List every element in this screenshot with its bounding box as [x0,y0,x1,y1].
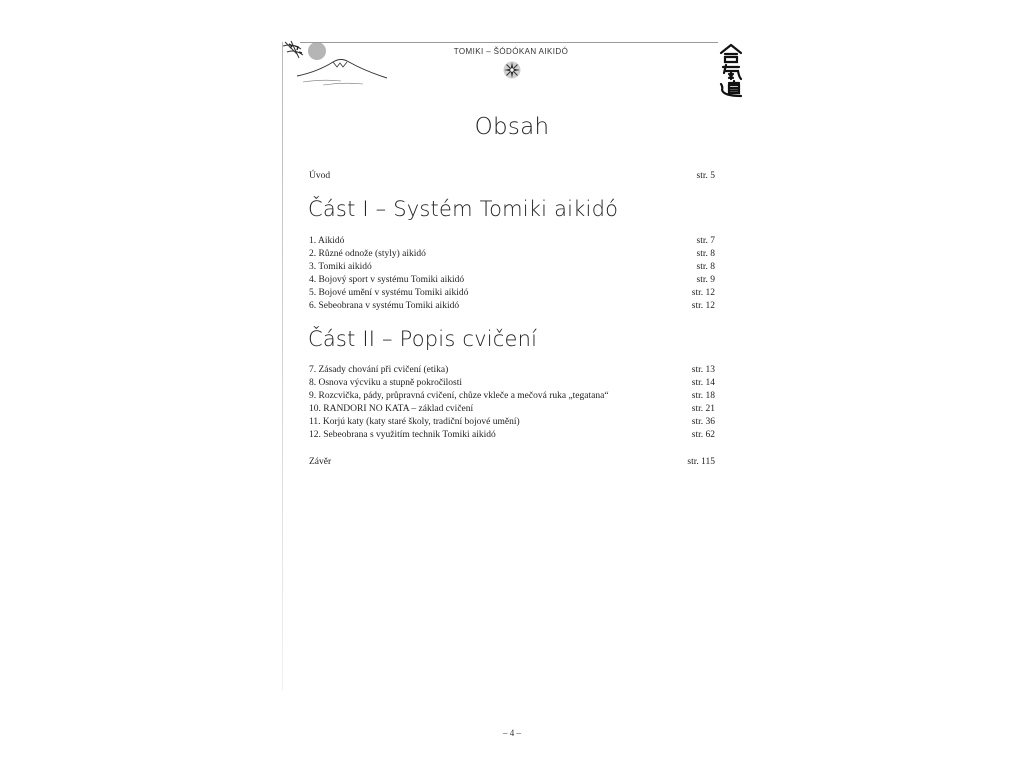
header-rule [300,42,718,43]
toc-entry-page: str. 7 [696,236,715,246]
toc-entry[interactable] [309,403,715,415]
toc-entry-page: str. 115 [687,457,715,467]
toc-entry-page: str. 14 [691,378,715,388]
toc-entry-label: 4. Bojový sport v systému Tomiki aikidó [309,275,465,285]
toc-entry[interactable] [309,287,715,299]
toc-entry-page: str. 36 [691,417,715,427]
toc-entry-label: 12. Sebeobrana s využitím technik Tomiki aikidó [309,430,496,440]
toc-entry-page: str. 8 [696,249,715,259]
page-number: – 4 – [503,728,521,738]
mount-fuji-illustration [283,40,391,86]
toc-entry-label: 1. Aikidó [309,236,345,246]
toc-entry[interactable] [309,429,715,441]
toc-entry[interactable] [309,364,715,376]
toc-entry-page: str. 18 [691,391,715,401]
toc-entry-page: str. 12 [691,288,715,298]
toc-entry[interactable] [309,248,715,260]
compass-emblem-icon [503,61,521,79]
toc-entry[interactable] [309,235,715,247]
toc-entry[interactable] [309,261,715,273]
toc-entry-label: Závěr [309,457,332,467]
toc-entry-label: 6. Sebeobrana v systému Tomiki aikidó [309,301,460,311]
toc-entry[interactable] [309,274,715,286]
toc-entry-label: Úvod [309,171,331,181]
toc-entry-label: 7. Zásady chování při cvičení (etika) [309,365,449,375]
toc-entry-page: str. 21 [691,404,715,414]
toc-entry-page: str. 62 [691,430,715,440]
toc-entry-label: 9. Rozcvička, pády, průpravná cvičení, chůze vkleče a mečová ruka „tegatana“ [309,391,609,401]
toc-entry[interactable] [309,390,715,402]
toc-entry[interactable] [309,300,715,312]
part-1-heading: Část I – Systém Tomiki aikidó [308,197,619,221]
toc-entry-page: str. 13 [691,365,715,375]
toc-entry-page: str. 5 [696,171,715,181]
toc-entry-conclusion[interactable] [309,456,715,468]
toc-entry[interactable] [309,416,715,428]
toc-entry-page: str. 8 [696,262,715,272]
toc-entry-label: 5. Bojové umění v systému Tomiki aikidó [309,288,469,298]
toc-entry-label: 8. Osnova výcviku a stupně pokročilosti [309,378,463,388]
toc-entry-intro[interactable] [309,170,715,182]
toc-entry-label: 10. RANDORI NO KATA – základ cvičení [309,404,474,414]
toc-entry-label: 3. Tomiki aikidó [309,262,372,272]
toc-entry[interactable] [309,377,715,389]
toc-entry-page: str. 9 [696,275,715,285]
page-edge [282,42,283,690]
toc-title: Obsah [474,114,550,140]
toc-entry-label: 2. Různé odnože (styly) aikidó [309,249,426,259]
running-title: TOMIKI – ŠÓDÓKAN AIKIDÓ [453,47,569,56]
part-2-heading: Část II – Popis cvičení [308,327,538,351]
toc-entry-page: str. 12 [691,301,715,311]
aikido-kanji-calligraphy [718,43,744,99]
toc-entry-label: 11. Korjú katy (katy staré školy, tradiční bojové umění) [309,417,520,427]
